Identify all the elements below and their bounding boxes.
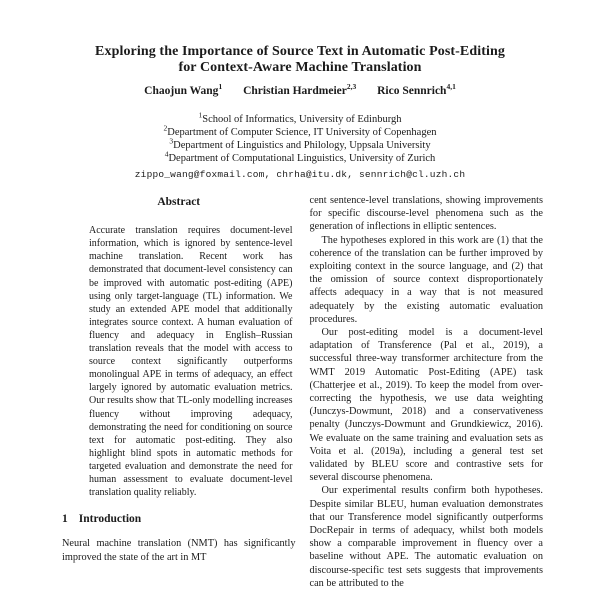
affiliation-1: [0, 110, 600, 126]
author-1-name: Chaojun Wang: [144, 85, 219, 97]
affiliation-4: [0, 149, 600, 165]
affiliation-1-marker: 1: [198, 110, 203, 120]
affiliation-4-marker: 4: [164, 149, 169, 159]
paper-header: [0, 0, 600, 180]
affiliation-list: [0, 110, 600, 165]
paper-title: [0, 44, 600, 76]
section-1-number: 1: [62, 513, 68, 526]
author-3-name: Rico Sennrich: [377, 85, 447, 97]
abstract-heading: Abstract: [157, 196, 201, 208]
right-column-clipped-line: sets suggests that improvements can be attributed to the: [309, 564, 543, 589]
paper-title-line2: for Context-Aware Machine Translation: [178, 60, 422, 75]
author-2: [243, 82, 357, 97]
left-column: [62, 194, 296, 590]
author-2-name: Christian Hardmeier: [243, 85, 347, 97]
affiliation-3-text: Department of Linguistics and Philology, Uppsala University: [173, 140, 431, 151]
two-column-body: [62, 194, 543, 590]
right-column: [310, 194, 544, 590]
affiliation-4-text: Department of Computational Linguistics, University of Zurich: [168, 153, 436, 164]
author-2-affil-marker: 2,3: [346, 82, 357, 92]
right-column-paragraph-3: Our post-editing model is a document-level adaptation of Transference (Pal et al., 2019), a successful three-way transformer architecture from the WMT 2019 Automatic Post-Editing (APE) task (Chatterjee et al., 2019). To keep the model from over-correcting the hypothesis, we use data weighting (Junczys-Dowmunt, 2018) and a conservativeness penalty (Junczys-Dowmunt and Grundkiewicz, 2016). We evaluate on the same training and evaluation sets as Voita et al. (2019a), including a general test set validated by BLEU score and contrastive sets for several discourse phenomena.: [309, 327, 543, 484]
affiliation-3: [0, 136, 600, 152]
affiliation-1-text: School of Informatics, University of Edinburgh: [202, 114, 402, 125]
right-column-paragraph-4-text: Our experimental results confirm both hypotheses. Despite similar BLEU, human evaluation demonstrates that our Transference model significantly outperforms DocRepair in terms of adequacy, whilst both models show a comparable improvement in fluency over a baseline without APE. The automatic evaluation on discourse-specific test: [309, 485, 543, 576]
affiliation-2-marker: 2: [163, 123, 168, 133]
affiliation-3-marker: 3: [169, 136, 174, 146]
abstract-text: Accurate translation requires document-level information, which is ignored by sentence-level machine translation. Recent work has demonstrated that document-level consistency can be improved with automatic post-editing (APE) using only target-language (TL) information. We study an extended APE model that additionally integrates source context. A human evaluation of fluency and adequacy in English–Russian translation reveals that the model with access to source context significantly outperforms monolingual APE in terms of adequacy, an effect largely ignored by automatic evaluation metrics. Our results show that TL-only modelling increases fluency without improving adequacy, demonstrating the need for conditioning on source text for automatic post-editing. They also highlight blind spots in automatic methods for targeted evaluation and demonstrate the need for human assessment to evaluate document-level translation quality reliably.: [89, 225, 293, 499]
paper-title-line1: Exploring the Importance of Source Text in Automatic Post-Editing: [95, 44, 505, 59]
affiliation-2: [0, 123, 600, 139]
author-3: [377, 82, 456, 97]
author-3-affil-marker: 4,1: [446, 82, 456, 92]
section-1-paragraph: Neural machine translation (NMT) has significantly improved the state of the art in MT: [62, 538, 296, 563]
author-1: [144, 82, 223, 97]
author-emails: zippo_wang@foxmail.com, chrha@itu.dk, sennrich@cl.uzh.ch: [134, 169, 466, 180]
right-column-paragraph-1: cent sentence-level translations, showing improvements for specific discourse-level phenomena such as the generation of inflections in elliptic sentences.: [309, 195, 543, 233]
section-1-heading: [62, 513, 296, 526]
author-1-affil-marker: 1: [218, 82, 223, 92]
section-1-title: Introduction: [78, 513, 142, 526]
author-list: [0, 82, 600, 97]
affiliation-2-text: Department of Computer Science, IT University of Copenhagen: [167, 127, 437, 138]
right-column-paragraph-4: [310, 484, 544, 590]
right-column-paragraph-2: The hypotheses explored in this work are (1) that the coherence of the translation can be further improved by exploiting context in the source language, and (2) that the omission of source context disproportionately affects adequacy in a way that is not measured adequately by the existing automatic evaluation procedures.: [309, 234, 543, 325]
